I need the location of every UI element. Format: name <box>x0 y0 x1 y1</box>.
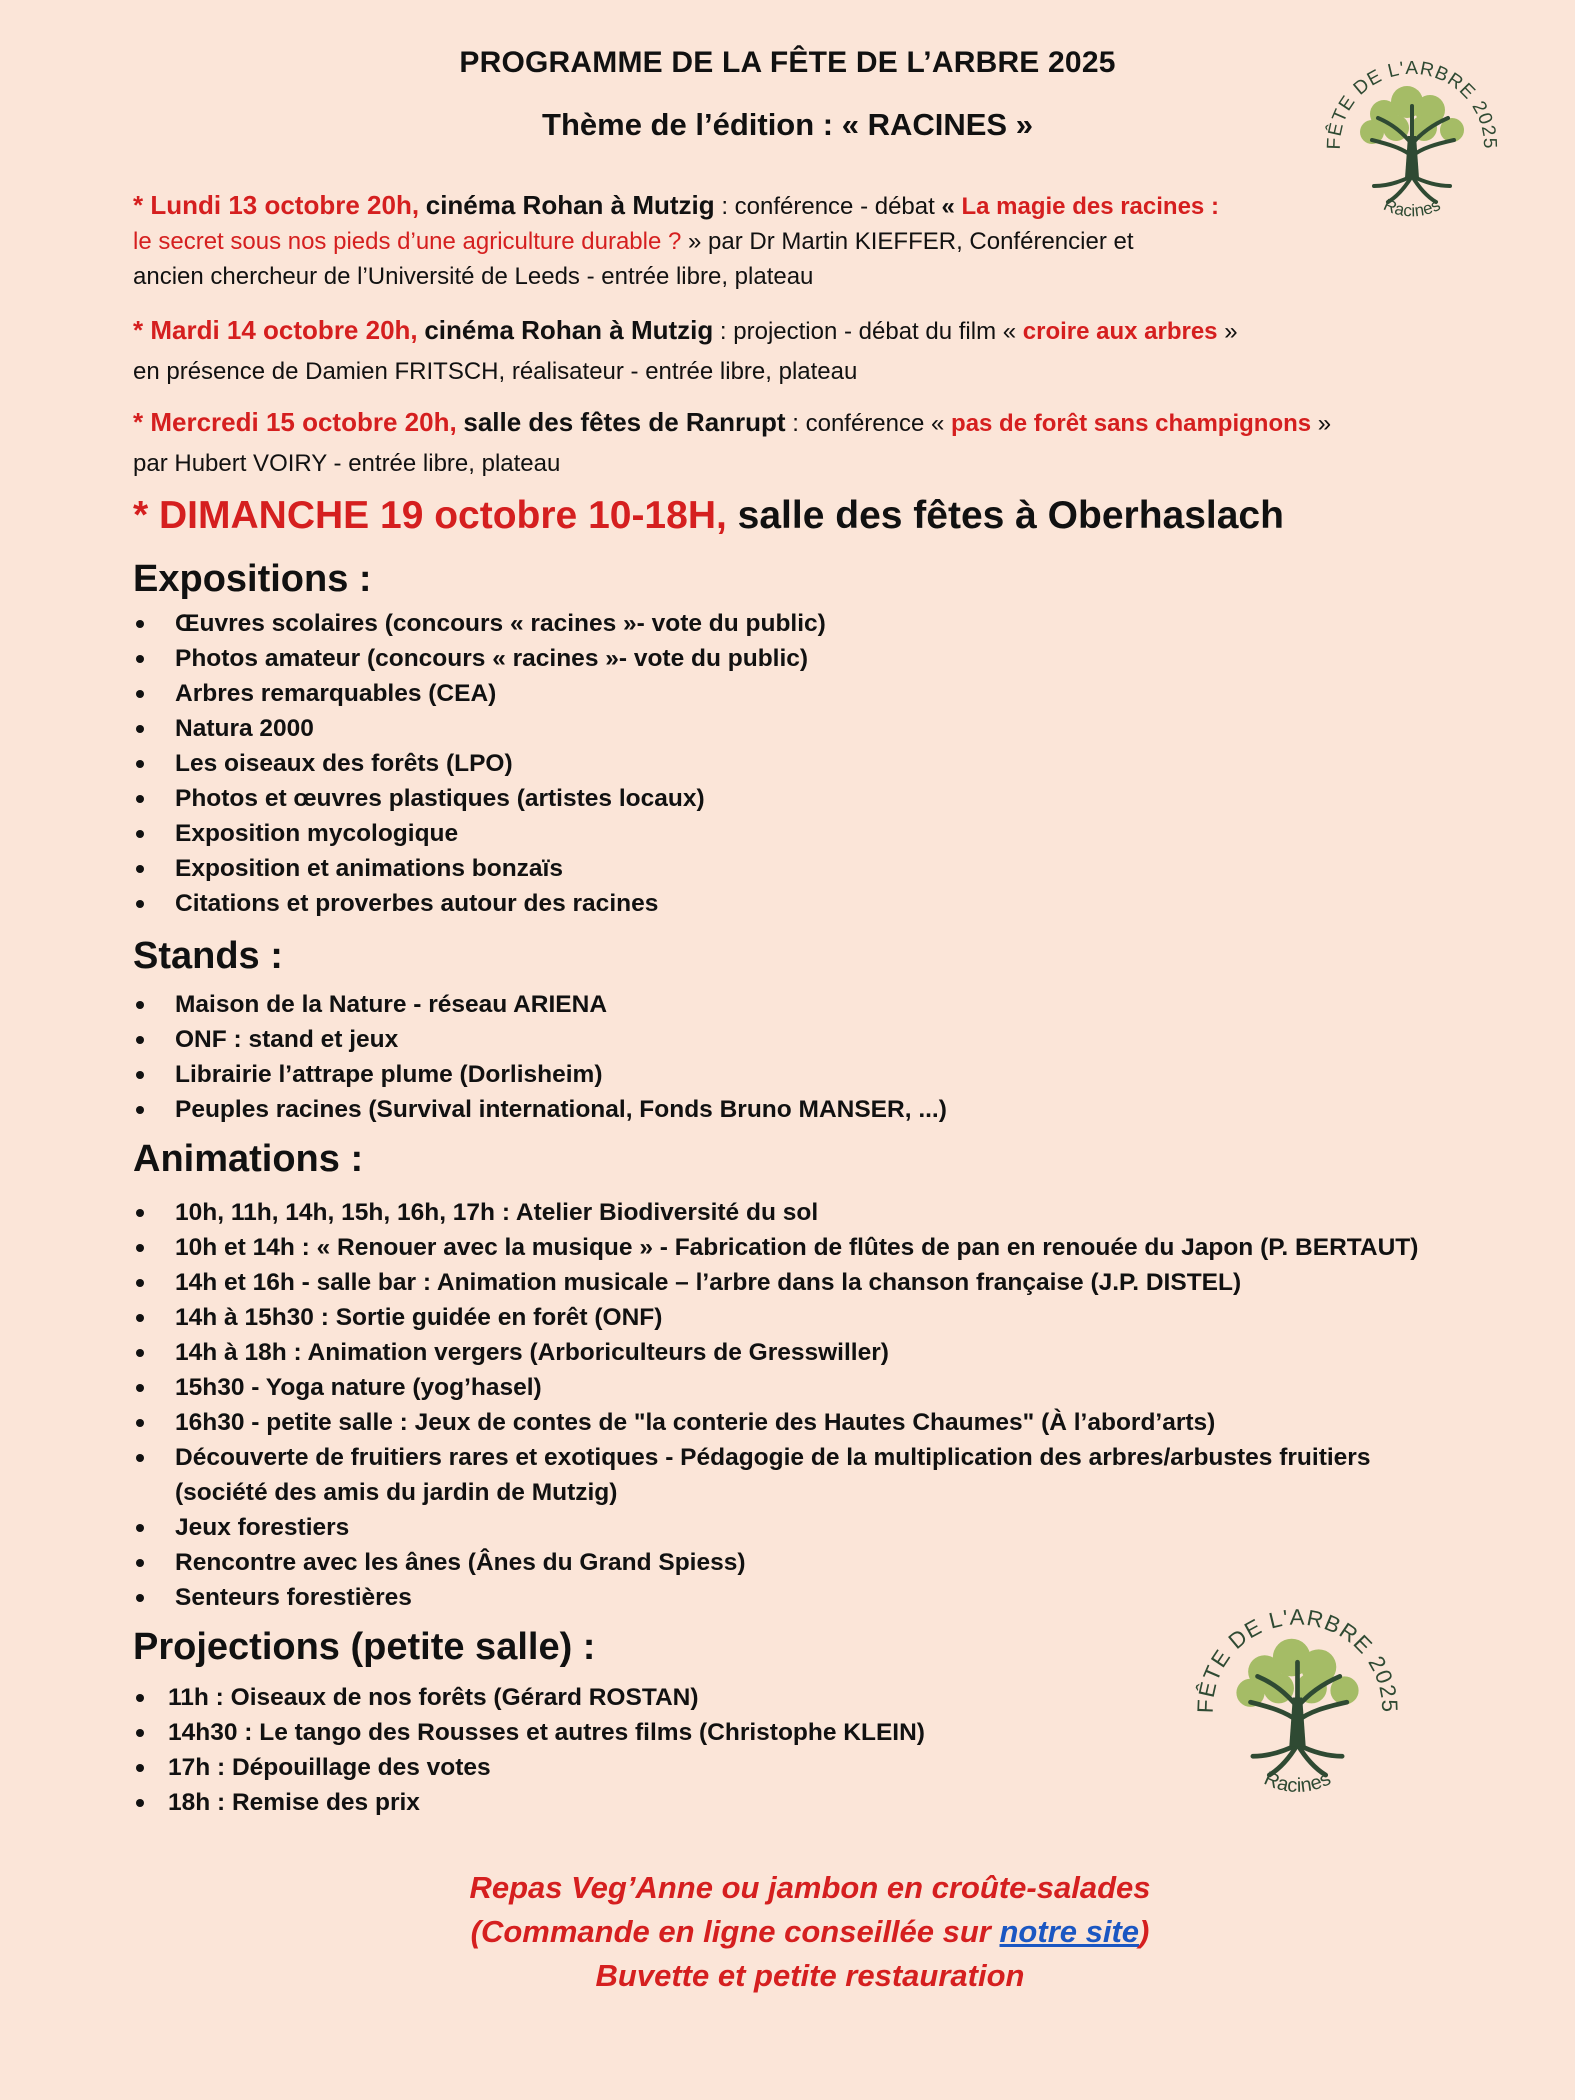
list-item: 10h et 14h : « Renouer avec la musique » - Fabrication de flûtes de pan en renouée du Japon (P. BERTAUT) <box>133 1230 1553 1265</box>
list-item: Natura 2000 <box>133 711 826 746</box>
sunday-heading <box>133 494 1513 538</box>
tree-icon <box>1360 86 1464 202</box>
event-topic: croire aux arbres <box>1022 318 1218 345</box>
footer-order-close: ) <box>1139 1914 1150 1949</box>
list-item: 16h30 - petite salle : Jeux de contes de "la conterie des Hautes Chaumes" (À l’abord’arts) <box>133 1405 1553 1440</box>
projections-heading: Projections (petite salle) : <box>133 1626 596 1668</box>
logo-arc-text: FÊTE DE L'ARBRE 2025 <box>1323 57 1501 150</box>
list-item: Jeux forestiers <box>133 1510 1553 1545</box>
expositions-heading: Expositions : <box>133 558 372 600</box>
theme-subtitle: Thème de l’édition : « RACINES » <box>542 107 1033 142</box>
footer-buvette: Buvette et petite restauration <box>595 1958 1025 1993</box>
event-where: cinéma Rohan à Mutzig <box>424 315 714 345</box>
expositions-list <box>133 606 826 921</box>
list-item: 14h30 : Le tango des Rousses et autres films (Christophe KLEIN) <box>133 1715 925 1750</box>
event-rest: en présence de Damien FRITSCH, réalisateur - entrée libre, plateau <box>133 358 858 385</box>
list-item: 15h30 - Yoga nature (yog’hasel) <box>133 1370 1553 1405</box>
stands-list <box>133 987 947 1127</box>
list-item: 11h : Oiseaux de nos forêts (Gérard ROSTAN) <box>133 1680 925 1715</box>
list-item: Photos amateur (concours « racines »- vote du public) <box>133 641 826 676</box>
event-rest: par Dr Martin KIEFFER, Conférencier et <box>701 228 1134 255</box>
event-kind: : conférence - débat <box>714 193 942 220</box>
event-rest: par Hubert VOIRY - entrée libre, plateau <box>133 450 561 477</box>
svg-text:Racines <box>1261 1768 1335 1797</box>
list-item: Exposition et animations bonzaïs <box>133 851 826 886</box>
event-topic-line2: le secret sous nos pieds d’une agriculture durable ? <box>133 228 682 255</box>
projections-list <box>133 1680 925 1820</box>
animations-heading: Animations : <box>133 1138 364 1180</box>
stands-heading: Stands : <box>133 935 283 977</box>
list-item: Les oiseaux des forêts (LPO) <box>133 746 826 781</box>
list-item-line2: (société des amis du jardin de Mutzig) <box>175 1479 618 1506</box>
logo-arc-text: FÊTE DE L'ARBRE 2025 <box>1192 1604 1403 1714</box>
list-item: 14h à 15h30 : Sortie guidée en forêt (ONF) <box>133 1300 1553 1335</box>
list-item: 10h, 11h, 14h, 15h, 16h, 17h : Atelier Biodiversité du sol <box>133 1195 1553 1230</box>
fete-arbre-logo-bottom <box>1180 1580 1415 1815</box>
event-quote-open: « <box>941 193 962 220</box>
tree-icon <box>1236 1639 1358 1775</box>
list-item: 17h : Dépouillage des votes <box>133 1750 925 1785</box>
footer-order-text: (Commande en ligne conseillée sur <box>470 1914 1000 1949</box>
list-item <box>133 1440 1553 1510</box>
event-where: cinéma Rohan à Mutzig <box>425 190 715 220</box>
list-item: ONF : stand et jeux <box>133 1022 947 1057</box>
event-kind: : projection - débat du film « <box>713 318 1023 345</box>
event-rest-line2: ancien chercheur de l’Université de Leeds - entrée libre, plateau <box>133 263 814 290</box>
list-item: 18h : Remise des prix <box>133 1785 925 1820</box>
event-topic: La magie des racines : <box>961 193 1219 220</box>
list-item: 14h à 18h : Animation vergers (Arboriculteurs de Gresswiller) <box>133 1335 1553 1370</box>
logo-bottom-text: Racines <box>1260 1767 1335 1798</box>
sunday-when: * DIMANCHE 19 octobre 10-18H, <box>133 494 727 537</box>
notre-site-link[interactable]: notre site <box>999 1914 1140 1949</box>
list-item: Senteurs forestières <box>133 1580 1553 1615</box>
list-item-line1: Découverte de fruitiers rares et exotiques - Pédagogie de la multiplication des arbres/arbustes fruitiers <box>175 1444 1371 1471</box>
list-item: Photos et œuvres plastiques (artistes locaux) <box>133 781 826 816</box>
event-lundi <box>133 188 1473 294</box>
list-item: Maison de la Nature - réseau ARIENA <box>133 987 947 1022</box>
logo-bottom-text: Racines <box>1380 195 1444 221</box>
list-item: Arbres remarquables (CEA) <box>133 676 826 711</box>
event-where: salle des fêtes de Ranrupt <box>463 407 786 437</box>
event-mardi <box>133 310 1473 392</box>
event-when: * Lundi 13 octobre 20h, <box>133 190 420 220</box>
footer-meal: Repas Veg’Anne ou jambon en croûte-salades <box>469 1870 1151 1905</box>
event-when: * Mardi 14 octobre 20h, <box>133 315 418 345</box>
event-quote-close: » <box>1217 318 1238 345</box>
list-item: 14h et 16h - salle bar : Animation musicale – l’arbre dans la chanson française (J.P. DISTEL) <box>133 1265 1553 1300</box>
event-topic: pas de forêt sans champignons <box>951 410 1312 437</box>
list-item: Librairie l’attrape plume (Dorlisheim) <box>133 1057 947 1092</box>
sunday-where: salle des fêtes à Oberhaslach <box>726 494 1284 537</box>
footer-order <box>0 1914 1575 1950</box>
list-item: Rencontre avec les ânes (Ânes du Grand Spiess) <box>133 1545 1553 1580</box>
event-quote-close: » <box>681 228 702 255</box>
list-item: Œuvres scolaires (concours « racines »- vote du public) <box>133 606 826 641</box>
animations-list <box>133 1195 1553 1615</box>
list-item: Citations et proverbes autour des racines <box>133 886 826 921</box>
event-quote-close: » <box>1311 410 1332 437</box>
event-kind: : conférence « <box>785 410 952 437</box>
event-mercredi <box>133 402 1473 484</box>
list-item: Exposition mycologique <box>133 816 826 851</box>
page-title: PROGRAMME DE LA FÊTE DE L’ARBRE 2025 <box>459 46 1116 79</box>
event-when: * Mercredi 15 octobre 20h, <box>133 407 457 437</box>
list-item: Peuples racines (Survival international, Fonds Bruno MANSER, ...) <box>133 1092 947 1127</box>
